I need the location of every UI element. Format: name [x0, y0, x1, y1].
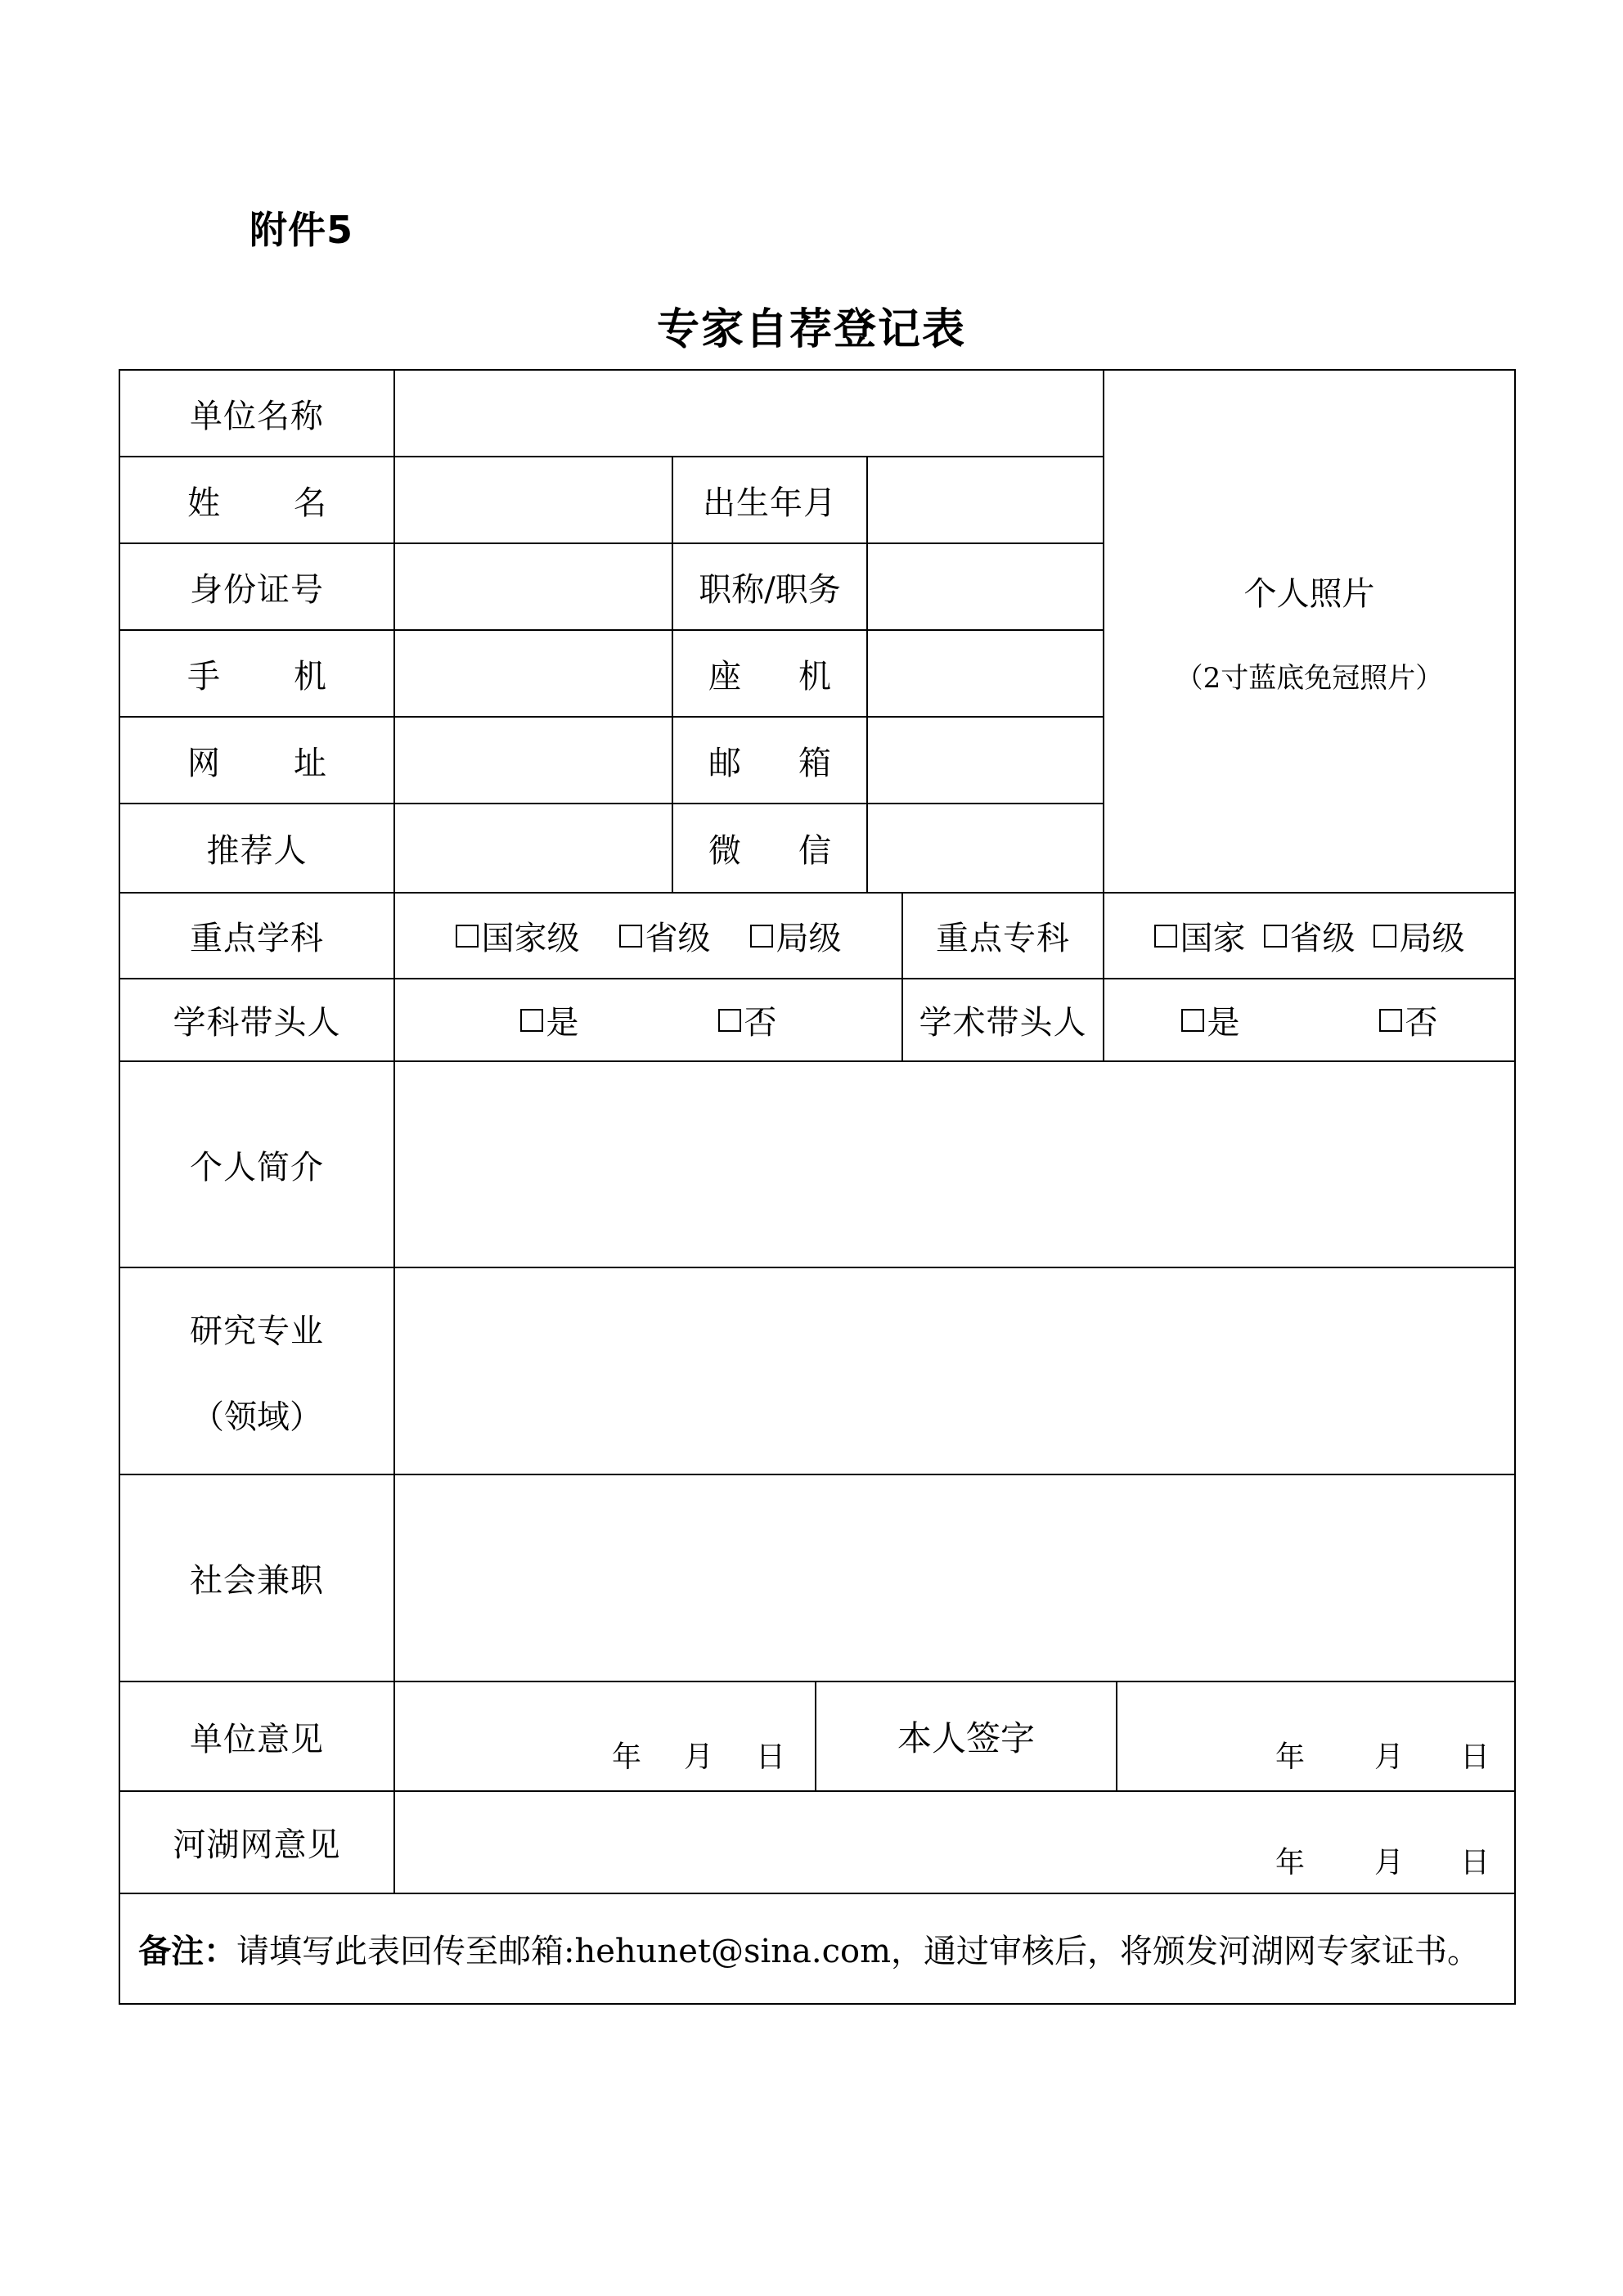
- wechat-field[interactable]: [866, 803, 1104, 894]
- discipline-leader-no[interactable]: 否: [718, 997, 777, 1043]
- key-discipline-options: [393, 892, 903, 979]
- date-month: 月: [1374, 1846, 1405, 1880]
- birth-label: 出生年月: [672, 456, 868, 544]
- mobile-char-1: 手: [187, 657, 220, 696]
- wechat-label: [672, 803, 868, 894]
- signature-label: 本人签字: [815, 1681, 1117, 1792]
- key-specialty-option[interactable]: 国家: [1154, 912, 1246, 959]
- date-day: 日: [756, 1740, 786, 1774]
- academic-leader-no[interactable]: 否: [1379, 997, 1438, 1043]
- key-specialty-option[interactable]: 省级: [1264, 912, 1355, 959]
- remark-text: 请填写此表回传至邮箱:hehunet@sina.com，通过审核后，将颁发河湖网专家证书。: [236, 1933, 1480, 1970]
- name-char-1: 姓: [187, 484, 220, 522]
- remark-label: 备注：: [138, 1933, 236, 1970]
- email-label: [672, 716, 868, 804]
- unit-name-field[interactable]: [393, 369, 1104, 457]
- unit-name-label: 单位名称: [119, 369, 395, 457]
- remark-row: [119, 1893, 1516, 2005]
- landline-label: [672, 629, 868, 718]
- key-discipline-option[interactable]: 国家级: [456, 912, 580, 959]
- key-discipline-option[interactable]: 省级: [619, 912, 711, 959]
- recommender-label: 推荐人: [119, 803, 395, 894]
- signature-field[interactable]: [1116, 1681, 1516, 1792]
- form-title: 专家自荐登记表: [656, 305, 966, 354]
- name-label: [119, 456, 395, 544]
- checkbox-icon[interactable]: [1373, 925, 1396, 948]
- checkbox-icon[interactable]: [1154, 925, 1177, 948]
- key-discipline-option[interactable]: 局级: [750, 912, 842, 959]
- social-posts-label: 社会兼职: [119, 1474, 395, 1682]
- name-char-2: 名: [294, 484, 326, 522]
- academic-leader-options: [1103, 978, 1516, 1062]
- id-number-field[interactable]: [393, 542, 673, 631]
- registration-form: [119, 369, 1516, 2005]
- website-label: [119, 716, 395, 804]
- landline-field[interactable]: [866, 629, 1104, 718]
- photo-label: 个人照片: [1243, 574, 1375, 613]
- recommender-field[interactable]: [393, 803, 673, 894]
- wechat-char-1: 微: [708, 832, 741, 870]
- profile-label: 个人简介: [119, 1060, 395, 1268]
- attachment-label: 附件5: [250, 208, 354, 252]
- profile-field[interactable]: [393, 1060, 1516, 1268]
- research-label-line2: （领域）: [191, 1398, 322, 1436]
- checkbox-icon[interactable]: [619, 925, 642, 948]
- email-char-2: 箱: [798, 744, 831, 782]
- date-year: 年: [1275, 1846, 1306, 1880]
- checkbox-icon[interactable]: [1379, 1009, 1402, 1032]
- email-field[interactable]: [866, 716, 1104, 804]
- key-specialty-label: 重点专科: [901, 892, 1104, 979]
- key-specialty-options: [1103, 892, 1516, 979]
- date-day: 日: [1460, 1740, 1490, 1774]
- id-number-label: 身份证号: [119, 542, 395, 631]
- landline-char-1: 座: [708, 657, 741, 696]
- key-discipline-label: 重点学科: [119, 892, 395, 979]
- date-month: 月: [684, 1740, 714, 1774]
- name-field[interactable]: [393, 456, 673, 544]
- checkbox-icon[interactable]: [520, 1009, 543, 1032]
- social-posts-field[interactable]: [393, 1474, 1516, 1682]
- landline-char-2: 机: [798, 657, 831, 696]
- birth-field[interactable]: [866, 456, 1104, 544]
- academic-leader-label: 学术带头人: [901, 978, 1104, 1062]
- date-day: 日: [1460, 1846, 1490, 1880]
- discipline-leader-label: 学科带头人: [119, 978, 395, 1062]
- research-field[interactable]: [393, 1267, 1516, 1475]
- email-char-1: 邮: [708, 744, 741, 782]
- key-specialty-option[interactable]: 局级: [1373, 912, 1465, 959]
- checkbox-icon[interactable]: [456, 925, 479, 948]
- checkbox-icon[interactable]: [1264, 925, 1287, 948]
- checkbox-icon[interactable]: [718, 1009, 741, 1032]
- date-month: 月: [1374, 1740, 1405, 1774]
- unit-opinion-field[interactable]: [393, 1681, 816, 1792]
- date-year: 年: [612, 1740, 642, 1774]
- hehu-opinion-label: 河湖网意见: [119, 1790, 395, 1894]
- research-label: [119, 1267, 395, 1475]
- website-field[interactable]: [393, 716, 673, 804]
- date-year: 年: [1275, 1740, 1306, 1774]
- discipline-leader-options: [393, 978, 903, 1062]
- checkbox-icon[interactable]: [1181, 1009, 1204, 1032]
- wechat-char-2: 信: [798, 832, 831, 870]
- research-label-line1: 研究专业: [190, 1312, 324, 1350]
- photo-area[interactable]: [1103, 369, 1516, 894]
- discipline-leader-yes[interactable]: 是: [520, 997, 579, 1043]
- website-char-2: 址: [294, 744, 326, 782]
- title-position-label: 职称/职务: [672, 542, 868, 631]
- photo-note: （2寸蓝底免冠照片）: [1175, 661, 1444, 695]
- academic-leader-yes[interactable]: 是: [1181, 997, 1240, 1043]
- checkbox-icon[interactable]: [750, 925, 773, 948]
- hehu-opinion-field[interactable]: [393, 1790, 1516, 1894]
- website-char-1: 网: [187, 744, 220, 782]
- mobile-field[interactable]: [393, 629, 673, 718]
- mobile-label: [119, 629, 395, 718]
- title-position-field[interactable]: [866, 542, 1104, 631]
- mobile-char-2: 机: [294, 657, 326, 696]
- unit-opinion-label: 单位意见: [119, 1681, 395, 1792]
